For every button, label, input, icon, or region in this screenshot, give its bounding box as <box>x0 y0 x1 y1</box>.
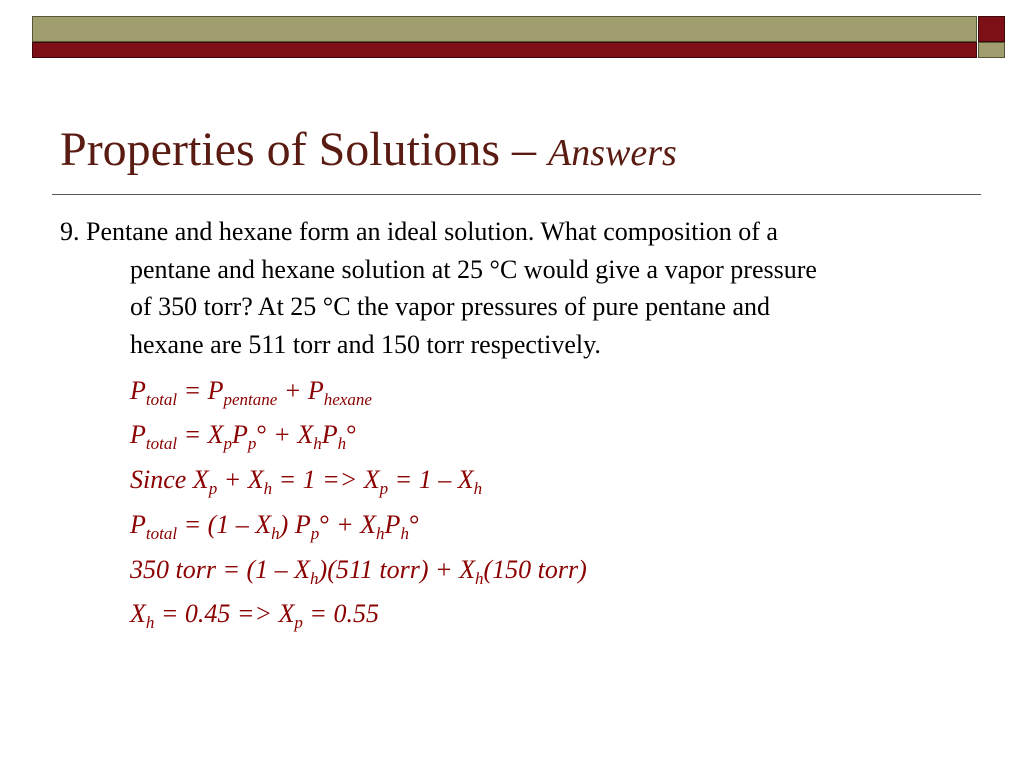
equation-part: 350 torr = (1 – X <box>130 555 311 584</box>
equation-part: p <box>223 434 232 453</box>
equation-part: h <box>313 434 322 453</box>
equation-3 <box>130 465 483 498</box>
equation-part: P <box>384 510 401 539</box>
equation-part: + P <box>277 376 324 405</box>
title-divider <box>52 194 981 195</box>
equation-part: h <box>145 613 155 632</box>
equation-part: ° <box>346 420 357 449</box>
equation-part: + X <box>217 465 264 494</box>
equation-part: + X <box>329 510 377 539</box>
equation-part: P <box>321 420 338 449</box>
equation-part: = 0.55 <box>302 599 379 628</box>
question-line-1: 9. Pentane and hexane form an ideal solution. What composition of a <box>60 217 778 246</box>
equation-part: total <box>145 434 178 453</box>
header-bar-olive <box>32 16 977 42</box>
equation-part: h <box>473 479 483 498</box>
equation-part: ) P <box>279 510 311 539</box>
equation-part: ° <box>408 510 420 539</box>
equation-part: P <box>130 420 146 449</box>
equation-part: (150 torr) <box>483 555 587 584</box>
equation-part: h <box>271 524 280 543</box>
title-main: Properties of Solutions – <box>60 123 548 176</box>
equation-part: pentane <box>223 390 278 409</box>
equation-part: hexane <box>323 390 372 409</box>
equation-part: ° <box>319 510 330 539</box>
equation-part: P <box>130 376 146 405</box>
equation-part: = 1 – X <box>388 465 474 494</box>
equation-part: total <box>145 390 178 409</box>
equation-2 <box>130 420 357 453</box>
equation-part: = (1 – X <box>177 510 272 539</box>
equation-part: p <box>247 434 257 453</box>
equation-5 <box>130 555 587 588</box>
equation-part: p <box>310 524 320 543</box>
question-text <box>60 213 970 363</box>
equation-part: h <box>310 569 319 588</box>
slide-title <box>60 120 677 183</box>
equation-part: ° <box>256 420 267 449</box>
equation-part: = P <box>177 376 224 405</box>
equation-4 <box>130 510 420 543</box>
equation-part: p <box>294 613 303 632</box>
equation-part: h <box>400 524 409 543</box>
equation-6 <box>130 599 379 632</box>
equation-part: Since X <box>130 465 209 494</box>
header-bar-maroon <box>32 42 977 58</box>
equation-part: = X <box>177 420 224 449</box>
equation-part: P <box>232 420 248 449</box>
equation-1 <box>130 376 372 409</box>
equation-part: = 0.45 => X <box>154 599 295 628</box>
equation-part: + X <box>266 420 314 449</box>
equation-part: X <box>130 599 146 628</box>
question-line-2: pentane and hexane solution at 25 °C would give a vapor pressure <box>130 254 817 284</box>
equation-part: total <box>145 524 178 543</box>
equation-part: h <box>376 524 385 543</box>
equation-part: p <box>379 479 389 498</box>
equation-part: h <box>337 434 347 453</box>
title-answers: Answers <box>548 132 677 174</box>
equation-part: h <box>263 479 273 498</box>
equation-part: )(511 torr) + X <box>318 555 475 584</box>
header-square-maroon <box>978 16 1005 42</box>
header-square-olive <box>978 42 1005 58</box>
equation-part: = 1 => X <box>272 465 380 494</box>
equation-part: p <box>208 479 218 498</box>
question-line-3: of 350 torr? At 25 °C the vapor pressures of pure pentane and <box>130 292 770 321</box>
question-line-4: hexane are 511 torr and 150 torr respectively. <box>130 329 601 359</box>
equation-part: h <box>474 569 484 588</box>
equation-part: P <box>130 510 146 539</box>
